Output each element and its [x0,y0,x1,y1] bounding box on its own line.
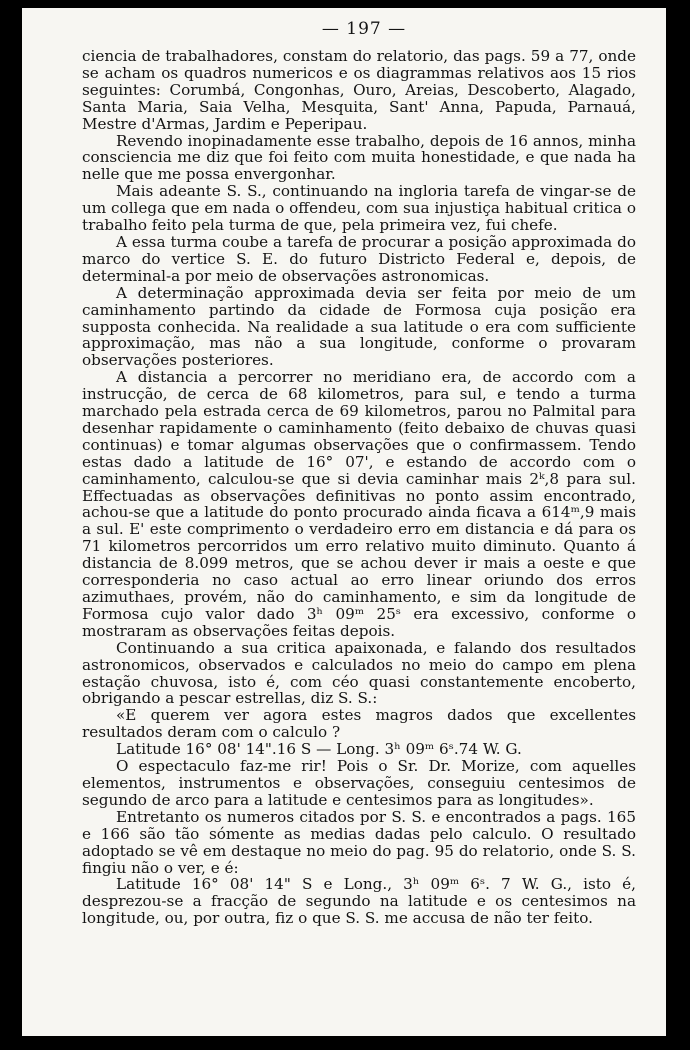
paragraph: A essa turma coube a tarefa de procurar a posição approximada do marco do vertice S. E. do futuro Districto Federal e, depois, de determinal-a por meio de observações astronomicas. [82,232,636,285]
body-text [82,48,636,927]
page-number: — 197 — [321,19,407,39]
paragraph: ciencia de trabalhadores, constam do relatorio, das pags. 59 a 77, onde se acham os quadros numericos e os diagrammas relativos aos 15 rios seguintes: Corumbá, Congonhas, Ouro, Areias, Descoberto, Alagado, Santa Maria, Saia Velha, Mesquita, Sant' Anna, Papuda, Parnauá, Mestre d'Armas, Jardim e Peperipau. [82,47,636,133]
paragraph: Revendo inopinadamente esse trabalho, depois de 16 annos, minha consciencia me diz que foi feito com muita honestidade, e que nada ha nelle que me possa envergonhar. [82,131,636,184]
paragraph: Latitude 16° 08' 14" S e Long., 3ʰ 09ᵐ 6ˢ. 7 W. G., isto é, desprezou-se a fracção de segundo na latitude e os centesimos na longitude, ou, por outra, fiz o que S. S. me accusa de não ter feito. [82,875,636,928]
paragraph: A determinação approximada devia ser feita por meio de um caminhamento partindo da cidade de Formosa cuja posição era supposta conhecida. Na realidade a sua latitude o era com sufficiente approximação, mas não a sua longitude, conforme o provaram observações posteriores. [82,283,636,370]
paragraph: A distancia a percorrer no meridiano era, de accordo com a instrucção, de cerca de 68 kilometros, para sul, e tendo a turma marchado pela estrada cerca de 69 kilometros, parou no Palmital para desenhar rapidamente o caminhamento (feito debaixo de chuvas quasi continuas) e tomar algumas observações que o confirmassem. Tendo estas dado a latitude de 16° 07', e estando de accordo com o caminhamento, calculou-se que si devia caminhar mais 2ᵏ,8 para sul. Effectuadas as observações definitivas no ponto assim encontrado, achou-se que a latitude do ponto procurado ainda ficava a 614ᵐ,9 mais a sul. E' este comprimento o verdadeiro erro em distancia e dá para os 71 kilometros percorridos um erro relativo muito diminuto. Quanto á distancia de 8.099 metros, que se achou dever ir mais a oeste e que corresponderia no caso actual ao erro linear oriundo dos erros azimuthaes, provém, não do caminhamento, e sim da longitude de Formosa cujo valor dado 3ʰ 09ᵐ 25ˢ era excessivo, conforme o mostraram as observações feitas depois. [82,368,636,640]
paragraph: Entretanto os numeros citados por S. S. e encontrados a pags. 165 e 166 são tão sómente as medias dadas pelo calculo. O resultado adoptado se vê em destaque no meio do pag. 95 do relatorio, onde S. S. fingiu não o ver, e é: [82,807,636,877]
paragraph: Mais adeante S. S., continuando na ingloria tarefa de vingar-se de um collega que em nada o offendeu, com sua injustiça habitual critica o trabalho feito pela turma de que, pela primeira vez, fui chefe. [82,182,636,235]
coordinates-line: Latitude 16° 08' 14".16 S — Long. 3ʰ 09ᵐ 6ˢ.74 W. G. [116,740,522,759]
quote-paragraph: «E querem ver agora estes magros dados que excellentes resultados deram com o calculo ? [82,706,636,742]
quote-paragraph: O espectaculo faz-me rir! Pois o Sr. Dr. Morize, com aquelles elementos, instrumentos e observações, conseguiu centesimos de segundo de arco para a latitude e centesimos para as longitudes». [82,757,636,809]
paragraph: Continuando a sua critica apaixonada, e falando dos resultados astronomicos, observados e calculados no meio do campo em plena estação chuvosa, isto é, com céo quasi constantemente encoberto, obrigando a pescar estrellas, diz S. S.: [82,638,636,708]
document-page [22,8,666,1036]
